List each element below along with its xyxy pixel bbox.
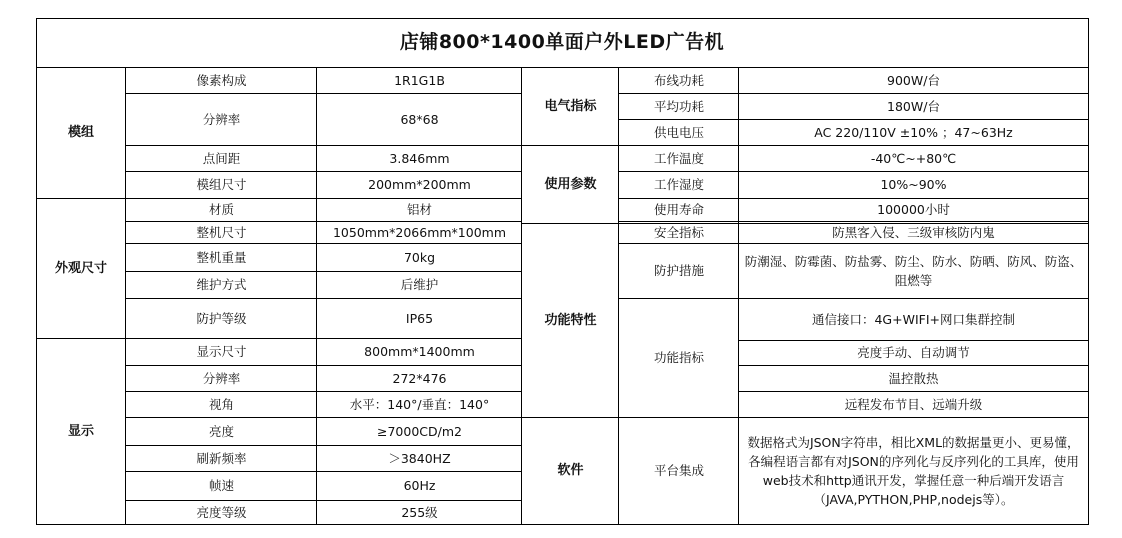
- right-row-value: -40℃~+80℃: [870, 150, 957, 166]
- grid-line: [126, 271, 522, 272]
- right-row-value: AC 220/110V ±10% ；47~63Hz: [814, 124, 1013, 140]
- right-row-value: 防黑客入侵、三级审核防内鬼: [832, 224, 995, 240]
- right-row-label: 工作湿度: [653, 177, 704, 192]
- left-row-value: 铝材: [406, 202, 432, 217]
- left-row-label: 维护方式: [196, 277, 247, 292]
- right-row-value: 900W/台: [887, 72, 940, 88]
- grid-line: [1088, 18, 1089, 525]
- grid-line: [521, 67, 522, 524]
- grid-line: [739, 365, 1089, 366]
- grid-line: [522, 145, 1089, 146]
- left-row-value: 60Hz: [403, 478, 436, 493]
- grid-line: [36, 524, 1089, 525]
- grid-line: [126, 391, 522, 392]
- right-row-value: 180W/台: [887, 98, 940, 114]
- grid-line: [36, 67, 1089, 68]
- left-row-label: 模组尺寸: [196, 177, 247, 192]
- left-row-label: 亮度: [208, 423, 234, 439]
- grid-line: [126, 500, 522, 501]
- left-row-label: 防护等级: [196, 310, 247, 326]
- grid-line: [619, 171, 1089, 172]
- section-features: 功能特性: [544, 312, 597, 328]
- grid-line: [126, 298, 522, 299]
- left-row-value: 200mm*200mm: [368, 177, 471, 192]
- grid-line: [36, 18, 37, 525]
- function-item: 亮度手动、自动调节: [857, 345, 970, 360]
- grid-line: [126, 365, 522, 366]
- left-row-label: 分辨率: [202, 111, 241, 127]
- grid-line: [618, 67, 619, 524]
- left-row-label: 分辨率: [202, 370, 241, 386]
- page-title: 店铺800*1400单面户外LED广告机: [399, 31, 725, 53]
- grid-line: [126, 221, 522, 222]
- function-item: 通信接口：4G+WIFI+网口集群控制: [811, 311, 1015, 327]
- left-row-value: ≥7000CD/m2: [377, 423, 462, 439]
- grid-line: [126, 417, 522, 418]
- left-row-value: 后维护: [400, 277, 439, 292]
- section-appearance: 外观尺寸: [54, 260, 107, 276]
- right-row-value: 10%~90%: [880, 177, 947, 192]
- left-row-label: 显示尺寸: [196, 344, 247, 359]
- grid-line: [522, 223, 1089, 224]
- section-display: 显示: [67, 423, 94, 439]
- grid-line: [126, 445, 522, 446]
- grid-line: [739, 391, 1089, 392]
- left-row-value: 70kg: [403, 249, 436, 265]
- grid-line: [126, 171, 522, 172]
- left-row-value: 255级: [401, 504, 438, 520]
- left-row-label: 点间距: [202, 150, 241, 166]
- grid-line: [619, 243, 1089, 244]
- grid-line: [125, 67, 126, 524]
- left-row-value: 1R1G1B: [394, 72, 445, 88]
- right-row-label: 布线功耗: [653, 72, 704, 88]
- section-module: 模组: [67, 125, 94, 140]
- grid-line: [738, 67, 739, 524]
- grid-line: [126, 145, 522, 146]
- left-row-label: 刷新频率: [196, 450, 247, 466]
- grid-line: [126, 93, 522, 94]
- left-row-value: ＞3840HZ: [388, 450, 451, 466]
- left-row-value: 800mm*1400mm: [364, 344, 475, 359]
- left-row-label: 整机尺寸: [196, 224, 247, 240]
- function-item: 温控散热: [888, 370, 939, 386]
- function-label: 功能指标: [653, 350, 704, 365]
- right-row-label: 安全指标: [653, 224, 704, 240]
- left-row-value: 68*68: [400, 111, 439, 127]
- protection-value: 防潮湿、防霉菌、防盐雾、防尘、防水、防晒、防风、防盗、阻燃等: [744, 253, 1083, 288]
- left-row-label: 视角: [208, 396, 234, 412]
- right-row-label: 供电电压: [653, 124, 704, 140]
- grid-line: [619, 221, 1089, 222]
- grid-line: [619, 298, 1089, 299]
- grid-line: [36, 18, 1089, 19]
- grid-line: [619, 119, 1089, 120]
- right-row-label: 平均功耗: [653, 98, 704, 114]
- left-row-value: IP65: [405, 310, 434, 326]
- left-row-label: 材质: [208, 202, 234, 217]
- left-row-value: 1050mm*2066mm*100mm: [332, 224, 507, 240]
- section-software: 软件: [557, 463, 584, 478]
- function-item: 远程发布节目、远端升级: [844, 396, 983, 412]
- grid-line: [36, 198, 522, 199]
- grid-line: [619, 198, 1089, 199]
- left-row-label: 帧速: [208, 478, 234, 493]
- left-row-label: 整机重量: [196, 249, 247, 265]
- grid-line: [126, 471, 522, 472]
- grid-line: [36, 338, 522, 339]
- left-row-value: 272*476: [392, 370, 447, 386]
- left-row-label: 亮度等级: [196, 504, 247, 520]
- grid-line: [522, 417, 1089, 418]
- grid-line: [739, 340, 1089, 341]
- grid-line: [619, 93, 1089, 94]
- left-row-value: 3.846mm: [389, 150, 450, 166]
- section-electrical: 电气指标: [544, 98, 597, 114]
- right-row-label: 工作温度: [653, 150, 704, 166]
- right-row-value: 100000小时: [877, 202, 950, 217]
- left-row-label: 像素构成: [196, 72, 247, 88]
- section-usage: 使用参数: [544, 176, 597, 192]
- right-row-label: 使用寿命: [653, 202, 704, 217]
- platform-value: 数据格式为JSON字符串，相比XML的数据量更小、更易懂，各编程语言都有对JSON的序列化与反序列化的工具库，使用web技术和http通讯开发，掌握任意一种后端开发语言（JAVA,PYTHON,PHP,nodejs等）。: [747, 434, 1080, 507]
- grid-line: [126, 243, 522, 244]
- left-row-value: 水平：140°/垂直：140°: [349, 396, 490, 412]
- platform-label: 平台集成: [653, 463, 704, 478]
- protection-label: 防护措施: [653, 263, 704, 278]
- grid-line: [316, 67, 317, 524]
